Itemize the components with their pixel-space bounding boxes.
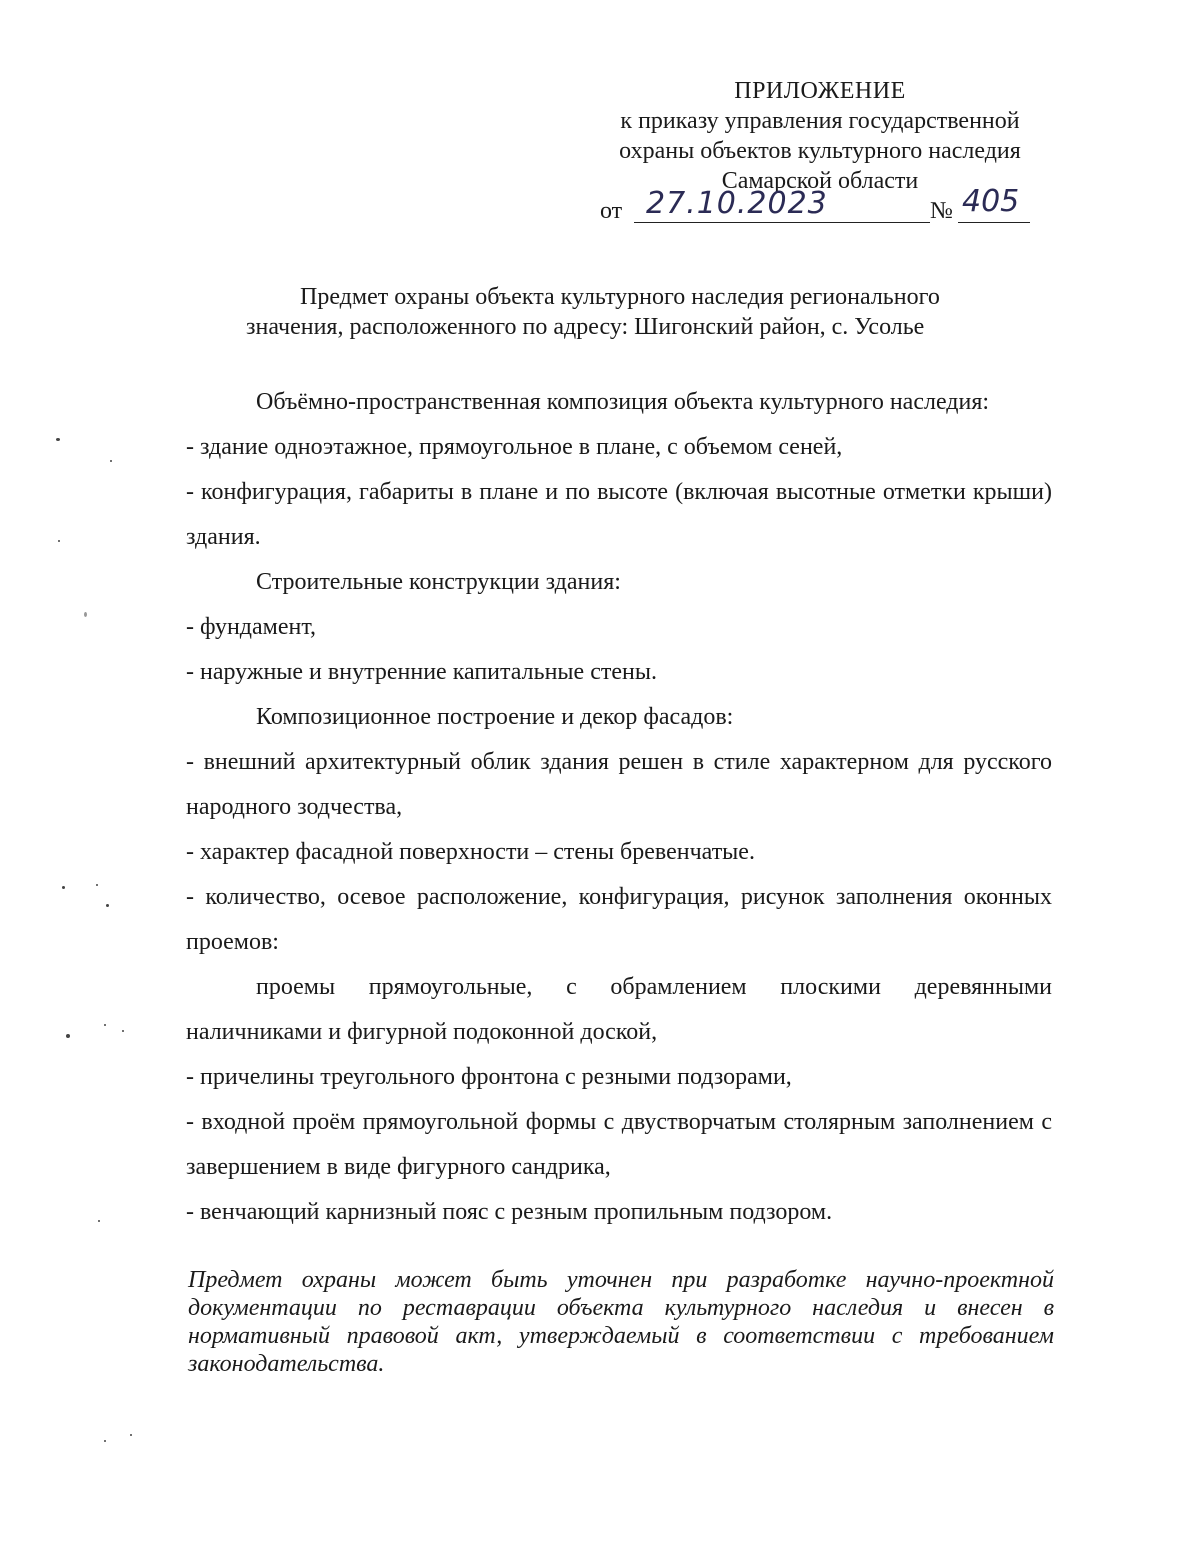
volume-heading: Объёмно-пространственная композиция объекта культурного наследия: bbox=[256, 389, 990, 415]
scan-speck bbox=[98, 1220, 100, 1222]
scan-speck bbox=[56, 438, 60, 441]
number-underline bbox=[958, 222, 1030, 223]
scan-speck bbox=[106, 904, 109, 907]
handwritten-number: 405 bbox=[962, 184, 1020, 219]
constructions-heading: Строительные конструкции здания: bbox=[256, 569, 621, 595]
facades-item-2: - характер фасадной поверхности – стены бревенчатые. bbox=[186, 839, 755, 865]
scan-speck bbox=[66, 1034, 70, 1038]
volume-item-1: - здание одноэтажное, прямоугольное в плане, с объемом сеней, bbox=[186, 434, 843, 460]
date-prefix: от bbox=[600, 198, 623, 224]
appendix-line-2: охраны объектов культурного наследия bbox=[619, 138, 1021, 164]
scan-speck bbox=[110, 460, 112, 462]
facades-item-5: - причелины треугольного фронтона с резными подзорами, bbox=[186, 1064, 792, 1090]
scan-speck bbox=[58, 540, 60, 542]
constructions-item-1: - фундамент, bbox=[186, 614, 317, 640]
appendix-line-1: к приказу управления государственной bbox=[620, 108, 1020, 134]
appendix-header bbox=[560, 76, 1080, 196]
scan-speck bbox=[130, 1434, 132, 1436]
facades-item-4: проемы прямоугольные, с обрамлением плоскими деревянными наличниками и фигурной подоконной доской, bbox=[186, 974, 1052, 1045]
facades-item-1: - внешний архитектурный облик здания решен в стиле характерном для русского народного зодчества, bbox=[186, 749, 1052, 820]
scan-speck bbox=[96, 884, 98, 886]
facades-item-6: - входной проём прямоугольной формы с двустворчатым столярным заполнением с завершением в виде фигурного сандрика, bbox=[186, 1109, 1052, 1180]
order-date-number bbox=[600, 184, 1040, 228]
facades-item-3: - количество, осевое расположение, конфигурация, рисунок заполнения оконных проемов: bbox=[186, 884, 1052, 955]
scan-speck bbox=[104, 1024, 106, 1026]
scan-speck bbox=[84, 612, 87, 617]
scan-speck bbox=[104, 1440, 106, 1442]
appendix-line-3: Самарской области bbox=[721, 168, 919, 194]
document-title-line-2: значения, расположенного по адресу: Шигонский район, с. Усолье bbox=[246, 314, 925, 340]
number-prefix: № bbox=[930, 198, 953, 224]
scan-speck bbox=[122, 1030, 124, 1032]
constructions-item-2: - наружные и внутренние капитальные стены. bbox=[186, 659, 657, 685]
facades-heading: Композиционное построение и декор фасадов: bbox=[256, 704, 734, 730]
protection-note: Предмет охраны может быть уточнен при разработке научно-проектной документации по реставрации объекта культурного наследия и внесен в нормативный правовой акт, утверждаемый в соответствии с требованием законодательства. bbox=[188, 1267, 1054, 1377]
facades-item-7: - венчающий карнизный пояс с резным пропильным подзором. bbox=[186, 1199, 833, 1225]
date-underline bbox=[634, 222, 930, 223]
scan-speck bbox=[62, 886, 65, 889]
appendix-title: ПРИЛОЖЕНИЕ bbox=[734, 78, 906, 104]
volume-item-2: - конфигурация, габариты в плане и по высоте (включая высотные отметки крыши) здания. bbox=[186, 479, 1052, 550]
document-title-line-1: Предмет охраны объекта культурного наследия регионального bbox=[300, 284, 940, 310]
document-body bbox=[186, 380, 1052, 1235]
document-title bbox=[200, 282, 1040, 342]
handwritten-date: 27.10.2023 bbox=[646, 186, 828, 221]
